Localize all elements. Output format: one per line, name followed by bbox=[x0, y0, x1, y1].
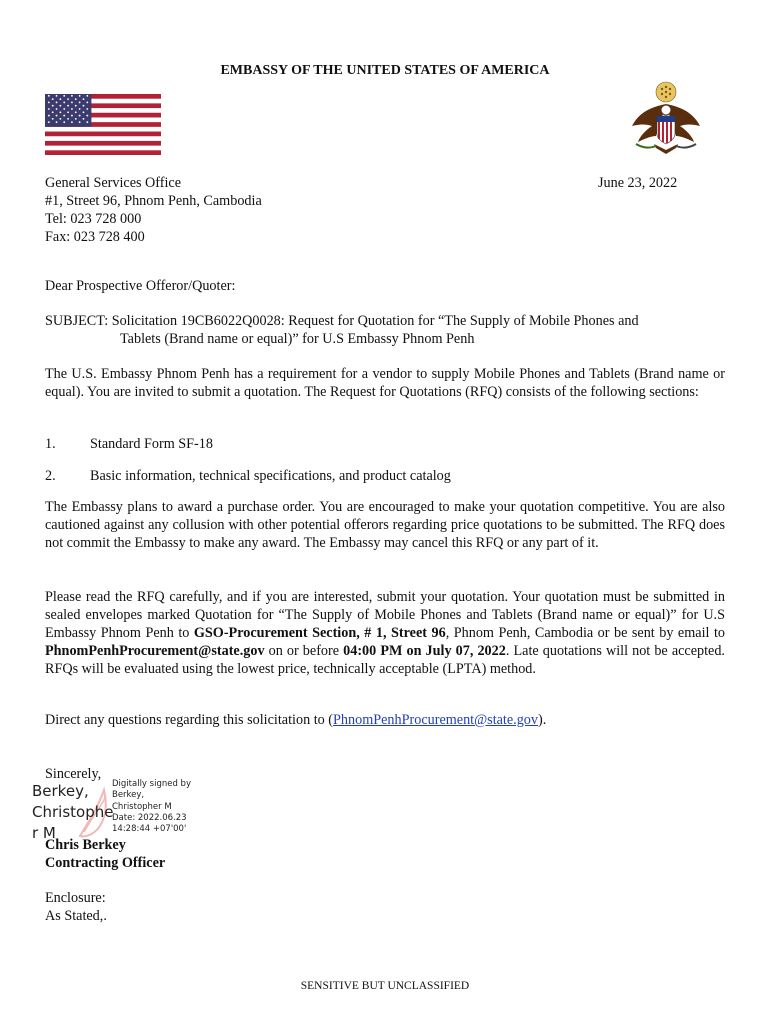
us-flag-icon bbox=[45, 94, 161, 155]
signature-name-line: r M bbox=[32, 824, 56, 842]
great-seal-icon bbox=[626, 80, 706, 162]
submission-email: PhnomPenhProcurement@state.gov bbox=[45, 643, 265, 659]
instructions-text-4: . Late quotations will not be accepted. RFQs will be evaluated using the lowest price, technically acceptable (LPTA) method. bbox=[45, 643, 725, 677]
letterhead-title: EMBASSY OF THE UNITED STATES OF AMERICA bbox=[220, 63, 550, 78]
award-paragraph: The Embassy plans to award a purchase order. You are encouraged to make your quotation competitive. You are also cautioned against any collusion with other potential offerors regarding price quotations to be submitted. The RFQ does not commit the Embassy to make any award. The Embassy may cancel this RFQ or any part of it. bbox=[45, 499, 725, 551]
classification-footer: SENSITIVE BUT UNCLASSIFIED bbox=[300, 980, 470, 992]
intro-paragraph: The U.S. Embassy Phnom Penh has a requirement for a vendor to supply Mobile Phones and Tablets (Brand name or equal). You are invited to submit a quotation. The Request for Quotations (RFQ) consists of the following sections: bbox=[45, 366, 725, 400]
sender-office: General Services Office bbox=[45, 175, 182, 191]
questions-paragraph bbox=[45, 711, 725, 729]
subject-line bbox=[45, 312, 725, 348]
enclosure-value: As Stated,. bbox=[45, 908, 107, 924]
procurement-email-link[interactable]: PhnomPenhProcurement@state.gov bbox=[333, 712, 538, 728]
enclosure-label: Enclosure: bbox=[45, 890, 106, 906]
instructions-text-3: on or before bbox=[264, 643, 344, 659]
signature-name-line: Christophe bbox=[32, 803, 114, 821]
subject-line-2: Tablets (Brand name or equal)” for U.S Embassy Phnom Penh bbox=[120, 331, 475, 347]
digital-signature-details bbox=[112, 779, 191, 835]
letter-date: June 23, 2022 bbox=[598, 175, 678, 191]
sender-street-address: #1, Street 96, Phnom Penh, Cambodia bbox=[45, 193, 262, 209]
questions-prefix: Direct any questions regarding this solicitation to ( bbox=[45, 712, 334, 728]
signer-name: Chris Berkey bbox=[45, 837, 126, 853]
digital-signature-name bbox=[32, 781, 113, 844]
instructions-text-1: Please read the RFQ carefully, and if you are interested, submit your quotation. Your quotation must be submitted in sealed envelopes marked Quotation for “The Supply of Mobile Phones and Tablets (Brand name or equal)” for U.S Embassy Phnom Penh to bbox=[45, 589, 725, 641]
questions-suffix: ). bbox=[538, 712, 547, 728]
list-item-number: 1. bbox=[45, 436, 56, 452]
instructions-paragraph bbox=[45, 588, 725, 678]
list-item bbox=[45, 435, 213, 453]
enclosure-block bbox=[45, 889, 107, 925]
signature-detail-line: Berkey, bbox=[112, 790, 145, 801]
signer-title: Contracting Officer bbox=[45, 855, 166, 871]
closing: Sincerely, bbox=[45, 766, 102, 782]
instructions-text-2: , Phnom Penh, Cambodia or be sent by email to bbox=[445, 625, 725, 641]
signature-detail-line: Date: 2022.06.23 bbox=[112, 812, 187, 823]
list-item-text: Standard Form SF-18 bbox=[90, 436, 213, 452]
submission-address: GSO-Procurement Section, # 1, Street 96 bbox=[193, 625, 446, 641]
submission-deadline: 04:00 PM on July 07, 2022 bbox=[343, 643, 506, 659]
signature-detail-line: Christopher M bbox=[112, 801, 172, 812]
signature-detail-line: Digitally signed by bbox=[112, 779, 191, 789]
sender-telephone: Tel: 023 728 000 bbox=[45, 211, 142, 227]
signature-name-line: Berkey, bbox=[32, 782, 89, 800]
list-item-text: Basic information, technical specifications, and product catalog bbox=[90, 468, 451, 484]
signature-detail-line: 14:28:44 +07'00' bbox=[112, 824, 187, 835]
list-item bbox=[45, 467, 451, 485]
salutation: Dear Prospective Offeror/Quoter: bbox=[45, 278, 236, 294]
subject-line-1: SUBJECT: Solicitation 19CB6022Q0028: Request for Quotation for “The Supply of Mobile Phones and bbox=[45, 313, 639, 329]
signer-block bbox=[45, 836, 165, 872]
list-item-number: 2. bbox=[45, 468, 56, 484]
sender-fax: Fax: 023 728 400 bbox=[45, 229, 145, 245]
sender-address-block bbox=[45, 174, 262, 246]
